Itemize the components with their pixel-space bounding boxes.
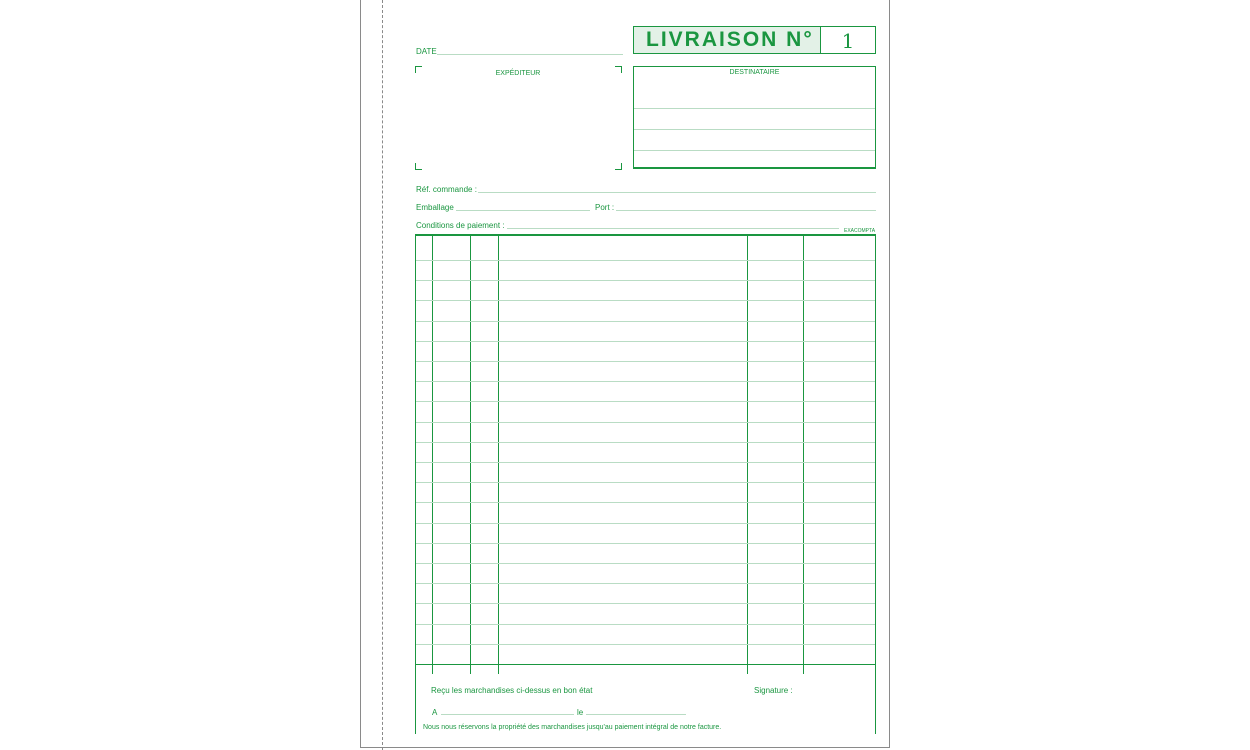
table-row-rule [416,603,875,604]
signature-area[interactable] [800,680,870,710]
table-row-rule [416,442,875,443]
form-number: 1 [841,29,855,53]
ref-commande-label: Réf. commande : [416,185,477,194]
expediteur-area[interactable] [420,82,615,160]
brand-label: EXACOMPTA [844,228,876,234]
expediteur-label: EXPÉDITEUR [495,70,541,77]
table-row-rule [416,644,875,645]
conditions-line[interactable] [507,228,839,229]
table-row-rule [416,502,875,503]
table-row-rule [416,260,875,261]
destinataire-line-1 [634,108,875,109]
table-row-rule [416,583,875,584]
le-line[interactable] [586,714,686,715]
date-line[interactable] [437,54,623,55]
destinataire-box[interactable] [633,66,876,169]
table-row-rule [416,361,875,362]
conditions-label: Conditions de paiement : [416,221,505,230]
table-body[interactable] [416,236,875,674]
le-label: le [577,708,584,717]
a-label: A [432,708,438,717]
table-row-rule [416,624,875,625]
table-row-rule [416,563,875,564]
table-row-rule [416,381,875,382]
table-row-rule [416,462,875,463]
destinataire-label: DESTINATAIRE [729,69,780,76]
emballage-label: Emballage [416,203,454,212]
date-label: DATE [416,47,437,56]
port-line[interactable] [616,210,876,211]
destinataire-line-2 [634,129,875,130]
a-line[interactable] [441,714,574,715]
ref-commande-line[interactable] [478,192,876,193]
port-label: Port : [595,203,615,212]
recu-label: Reçu les marchandises ci-dessus en bon état [431,686,593,695]
footer-note: Nous nous réservons la propriété des marchandises jusqu'au paiement intégral de notre facture. [423,724,722,731]
table-row-rule [416,664,875,665]
table-row-rule [416,300,875,301]
expediteur-corner-bl [415,163,422,170]
table-row-rule [416,523,875,524]
table-row-rule [416,321,875,322]
table-row-rule [416,422,875,423]
table-row-rule [416,543,875,544]
signature-label: Signature : [754,686,793,695]
table-row-rule [416,401,875,402]
table-row-rule [416,341,875,342]
destinataire-line-3 [634,150,875,151]
table-row-rule [416,280,875,281]
form-title: LIVRAISON N° [646,28,814,51]
perforation-line [382,0,383,750]
table-right-border [875,234,876,734]
emballage-line[interactable] [456,210,590,211]
table-row-rule [416,482,875,483]
expediteur-corner-br [615,163,622,170]
